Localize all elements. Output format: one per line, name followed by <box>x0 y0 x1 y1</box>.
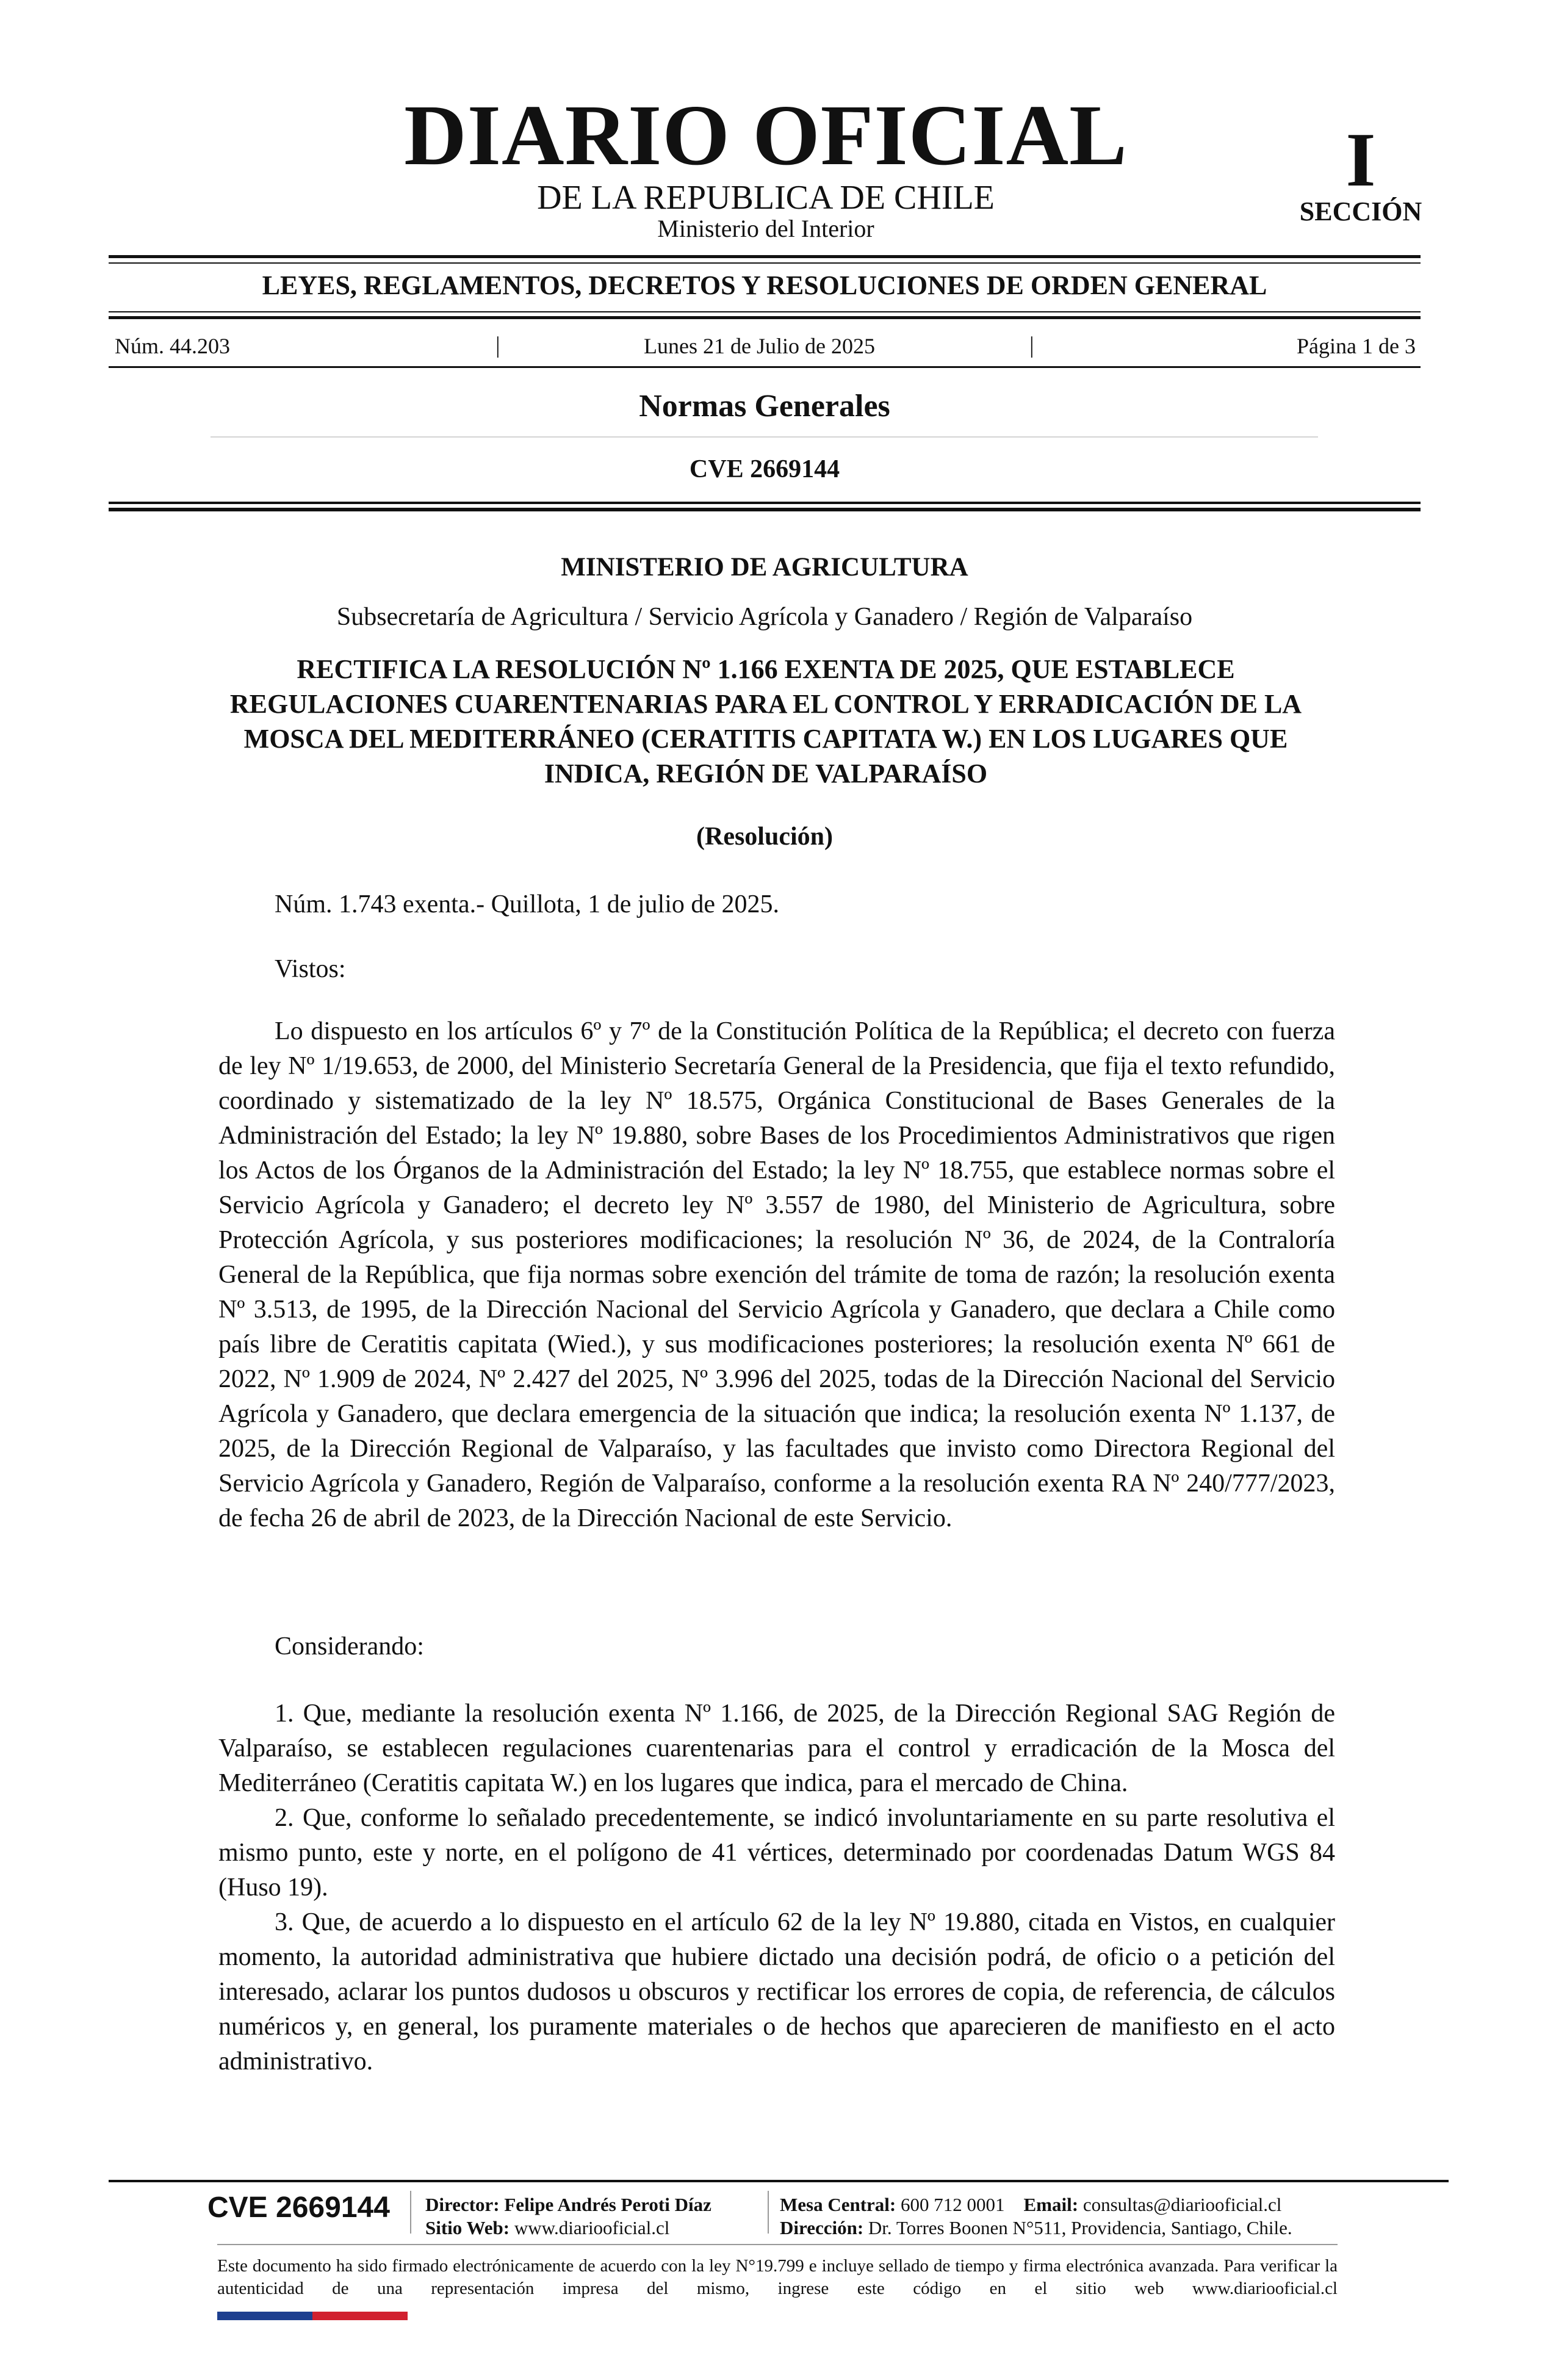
considerando-heading: Considerando: <box>275 1632 424 1661</box>
vistos-paragraph: Lo dispuesto en los artículos 6º y 7º de la Constitución Política de la República; el decreto con fuerza de ley Nº 1/19.653, de 2000, del Ministerio Secretaría General de la Presidencia, que fija el texto refundido, coordinado y sistematizado de la ley Nº 18.575, Orgánica Constitucional de Bases Generales de la Administración del Estado; la ley Nº 19.880, sobre Bases de los Procedimientos Administrativos que rigen los Actos de los Órganos de la Administración del Estado; la ley Nº 18.755, que establece normas sobre el Servicio Agrícola y Ganadero; el decreto ley Nº 3.557 de 1980, del Ministerio de Agricultura, sobre Protección Agrícola, y sus posteriores modificaciones; la resolución Nº 36, de 2024, de la Contraloría General de la República, que fija normas sobre exención del trámite de toma de razón; la resolución exenta Nº 3.513, de 1995, de la Dirección Nacional del Servicio Agrícola y Ganadero, que declara a Chile como país libre de Ceratitis capitata (Wied.), y sus modificaciones posteriores; la resolución exenta Nº 661 de 2022, Nº 1.909 de 2024, Nº 2.427 del 2025, Nº 3.996 del 2025, todas de la Dirección Nacional del Servicio Agrícola y Ganadero, que declara emergencia de la situación que indica; la resolución exenta Nº 1.137, de 2025, de la Dirección Regional de Valparaíso, y las facultades que invisto como Directora Regional del Servicio Agrícola y Ganadero, Región de Valparaíso, conforme a la resolución exenta RA Nº 240/777/2023, de fecha 26 de abril de 2023, de la Dirección Nacional de este Servicio. <box>218 1017 1335 1532</box>
considerando-item: 3. Que, de acuerdo a lo dispuesto en el artículo 62 de la ley Nº 19.880, citada en Vistos, en cualquier momento, la autoridad administrativa que hubiere dictado una decisión podrá, de oficio o a petición del interesado, aclarar los puntos dudosos u obscuros y rectificar los errores de copia, de referencia, de cálculos numéricos y, en general, los puramente materiales o de hechos que aparecieren de manifiesto en el acto administrativo. <box>218 1908 1335 2075</box>
footer-divider <box>217 2244 1338 2245</box>
divider <box>211 436 1318 438</box>
masthead-title: DIARIO OFICIAL <box>404 87 1128 183</box>
site-link[interactable]: www.diariooficial.cl <box>514 2217 670 2238</box>
considerando-list <box>218 1697 1335 2079</box>
divider <box>109 311 1421 312</box>
footer-separator <box>410 2191 411 2234</box>
director-name: Felipe Andrés Peroti Díaz <box>504 2194 711 2215</box>
flag-stripe-blue <box>217 2312 312 2320</box>
considerando-item: 1. Que, mediante la resolución exenta Nº 1.166, de 2025, de la Dirección Regional SAG Región de Valparaíso, se establecen regulaciones cuarentenarias para el control y erradicación de la Mosca del Mediterráneo (Ceratitis capitata W.) en los lugares que indica, para el mercado de China. <box>218 1700 1335 1797</box>
issue-separator: | <box>1029 333 1034 358</box>
ministry-heading: MINISTERIO DE AGRICULTURA <box>561 553 968 582</box>
mesa-phone: 600 712 0001 <box>901 2194 1005 2215</box>
category-bar: LEYES, REGLAMENTOS, DECRETOS Y RESOLUCIONES DE ORDEN GENERAL <box>262 270 1267 300</box>
section-label: SECCIÓN <box>1299 197 1422 226</box>
masthead-ministry: Ministerio del Interior <box>657 215 874 242</box>
divider <box>109 366 1421 368</box>
cve-code: CVE 2669144 <box>689 455 840 483</box>
email-label: Email: <box>1023 2194 1079 2215</box>
masthead-subtitle: DE LA REPUBLICA DE CHILE <box>537 179 995 217</box>
considerando-item: 2. Que, conforme lo señalado precedentemente, se indicó involuntariamente en su parte resolutiva el mismo punto, este y norte, en el polígono de 41 vértices, determinado por coordenadas Datum WGS 84 (Huso 19). <box>218 1804 1335 1902</box>
divider <box>109 502 1421 504</box>
mesa-label: Mesa Central: <box>780 2194 896 2215</box>
section-number: I <box>1345 118 1376 203</box>
issue-page: Página 1 de 3 <box>1297 334 1416 358</box>
director-label: Director: <box>425 2194 500 2215</box>
address-label: Dirección: <box>780 2217 864 2238</box>
email-link[interactable]: consultas@diariooficial.cl <box>1082 2194 1282 2215</box>
footer-cve-code: CVE 2669144 <box>207 2191 390 2224</box>
norms-heading: Normas Generales <box>639 389 890 424</box>
footer-director-block <box>425 2193 711 2240</box>
resolution-label: (Resolución) <box>696 823 833 851</box>
divider <box>109 262 1421 264</box>
footer-legal-note: Este documento ha sido firmado electrónicamente de acuerdo con la ley N°19.799 e incluye sellado de tiempo y firma electrónica avanzada. Para verificar la autenticidad de una representación impresa del mismo, ingrese este código en el sitio web www.diariooficial.cl <box>217 2256 1338 2298</box>
vistos-heading: Vistos: <box>275 955 346 983</box>
divider <box>109 508 1421 511</box>
document-title: RECTIFICA LA RESOLUCIÓN Nº 1.166 EXENTA DE 2025, QUE ESTABLECE REGULACIONES CUARENTENARIAS PARA EL CONTROL Y ERRADICACIÓN DE LA MOSCA DEL MEDITERRÁNEO (CERATITIS CAPITATA W.) EN LOS LUGARES QUE INDICA, REGIÓN DE VALPARAÍSO <box>229 654 1302 788</box>
resolution-number: Núm. 1.743 exenta.- Quillota, 1 de julio de 2025. <box>275 890 780 918</box>
address-value: Dr. Torres Boonen N°511, Providencia, Santiago, Chile. <box>868 2217 1292 2238</box>
divider <box>109 255 1421 258</box>
footer-divider <box>109 2180 1449 2182</box>
issue-separator: | <box>495 333 500 358</box>
footer-separator <box>768 2191 769 2234</box>
site-label: Sitio Web: <box>425 2217 510 2238</box>
flag-stripe-red <box>312 2312 408 2320</box>
divider <box>109 316 1421 319</box>
issue-date: Lunes 21 de Julio de 2025 <box>644 334 875 358</box>
issue-number: Núm. 44.203 <box>115 334 230 358</box>
footer-contact-block <box>780 2193 1292 2240</box>
subsecretariat-line: Subsecretaría de Agricultura / Servicio Agrícola y Ganadero / Región de Valparaíso <box>336 603 1193 631</box>
